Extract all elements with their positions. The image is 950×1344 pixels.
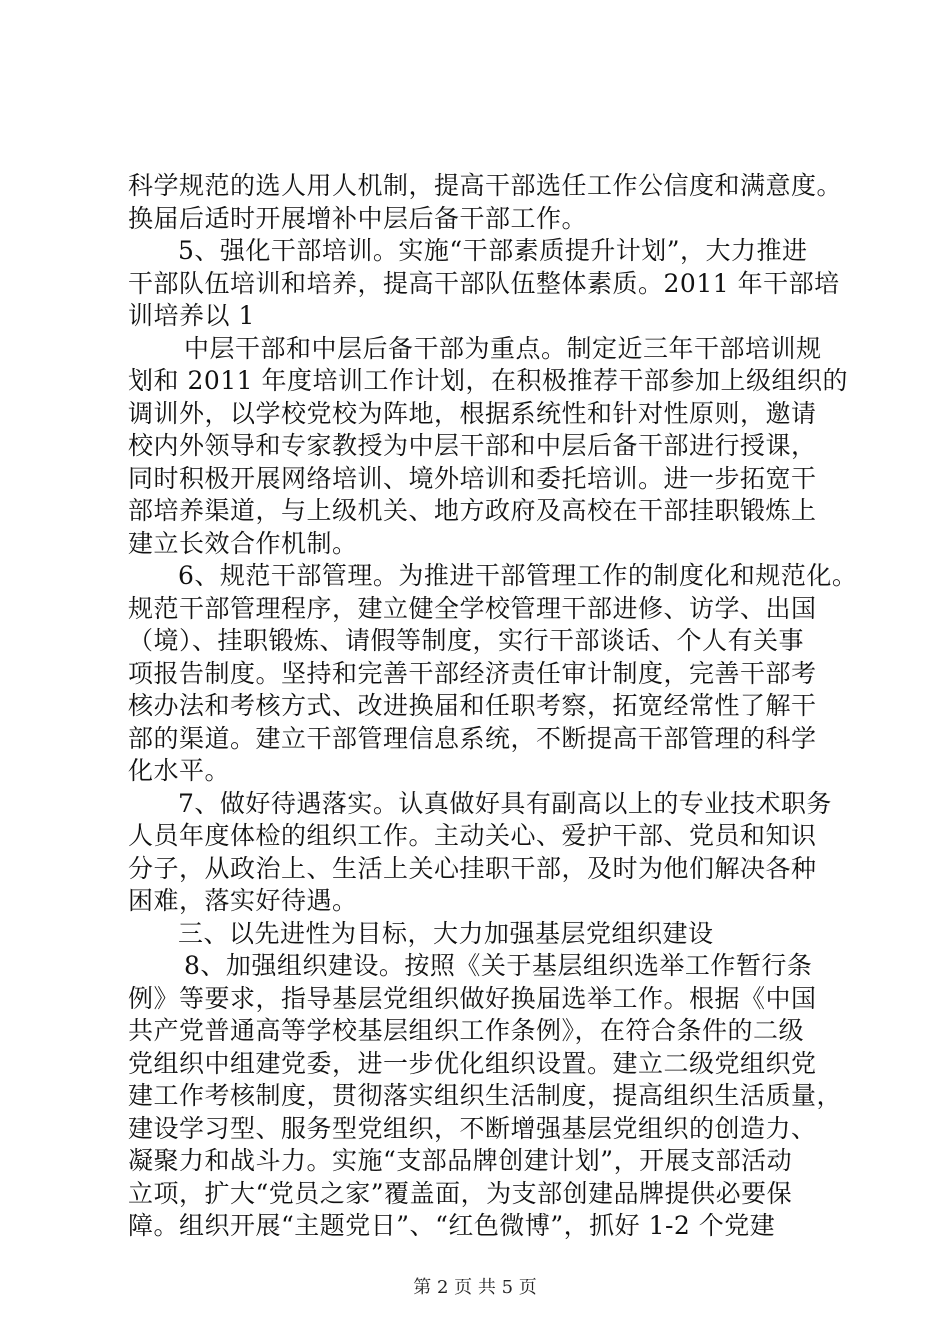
text-line: 中层干部和中层后备干部为重点。制定近三年干部培训规 <box>184 333 822 363</box>
text-line: 训培养以 1 <box>128 301 255 330</box>
text-line: 建设学习型、服务型党组织，不断增强基层党组织的创造力、 <box>128 1113 817 1143</box>
text-line: 例》等要求，指导基层党组织做好换届选举工作。根据《中国 <box>128 983 817 1013</box>
text-line: 同时积极开展网络培训、境外培训和委托培训。进一步拓宽干 <box>128 463 817 493</box>
text-line: 党组织中组建党委，进一步优化组织设置。建立二级党组织党 <box>128 1048 817 1078</box>
text-line: 核办法和考核方式、改进换届和任职考察，拓宽经常性了解干 <box>128 691 817 720</box>
text-line: 科学规范的选人用人机制，提高干部选任工作公信度和满意度。 <box>128 171 843 200</box>
text-line: 调训外，以学校党校为阵地，根据系统性和针对性原则，邀请 <box>128 398 817 428</box>
text-line: 人员年度体检的组织工作。主动关心、爱护干部、党员和知识 <box>128 821 817 850</box>
text-line: 规范干部管理程序，建立健全学校管理干部进修、访学、出国 <box>128 593 817 623</box>
page-number-label: 第 2 页 共 5 页 <box>413 1277 537 1298</box>
text-line: 共产党普通高等学校基层组织工作条例》，在符合条件的二级 <box>128 1016 805 1045</box>
text-line: 困难，落实好待遇。 <box>128 886 358 915</box>
text-line: 分子，从政治上、生活上关心挂职干部，及时为他们解决各种 <box>128 853 817 883</box>
text-line: 干部队伍培训和培养，提高干部队伍整体素质。2011 年干部培 <box>128 268 840 298</box>
text-line: 项报告制度。坚持和完善干部经济责任审计制度，完善干部考 <box>128 658 817 688</box>
document-body <box>128 170 858 1243</box>
text-line: 校内外领导和专家教授为中层干部和中层后备干部进行授课， <box>128 431 817 460</box>
text-line: 8、加强组织建设。按照《关于基层组织选举工作暂行条 <box>184 951 813 980</box>
text-line: 6、规范干部管理。为推进干部管理工作的制度化和规范化。 <box>178 561 858 590</box>
text-line: 换届后适时开展增补中层后备干部工作。 <box>128 203 588 233</box>
text-line: 化水平。 <box>128 756 231 785</box>
text-line: 凝聚力和战斗力。实施“支部品牌创建计划”，开展支部活动 <box>128 1146 793 1175</box>
text-line: 建工作考核制度，贯彻落实组织生活制度，提高组织生活质量， <box>128 1081 843 1110</box>
text-line: 部培养渠道，与上级机关、地方政府及高校在干部挂职锻炼上 <box>128 496 817 525</box>
text-line: （境）、挂职锻炼、请假等制度，实行干部谈话、个人有关事 <box>128 626 805 655</box>
text-line: 立项，扩大“党员之家”覆盖面，为支部创建品牌提供必要保 <box>128 1178 793 1208</box>
text-line: 障。组织开展“主题党日”、“红色微博”，抓好 1-2 个党建 <box>128 1211 776 1240</box>
text-line: 5、强化干部培训。实施“干部素质提升计划”，大力推进 <box>178 236 808 265</box>
text-line: 划和 2011 年度培训工作计划，在积极推荐干部参加上级组织的 <box>128 366 849 395</box>
section-heading: 三、以先进性为目标，大力加强基层党组织建设 <box>178 918 714 948</box>
text-line: 7、做好待遇落实。认真做好具有副高以上的专业技术职务 <box>178 788 832 818</box>
text-line: 建立长效合作机制。 <box>128 528 358 558</box>
text-line: 部的渠道。建立干部管理信息系统，不断提高干部管理的科学 <box>128 723 817 753</box>
page-footer <box>0 1273 950 1299</box>
